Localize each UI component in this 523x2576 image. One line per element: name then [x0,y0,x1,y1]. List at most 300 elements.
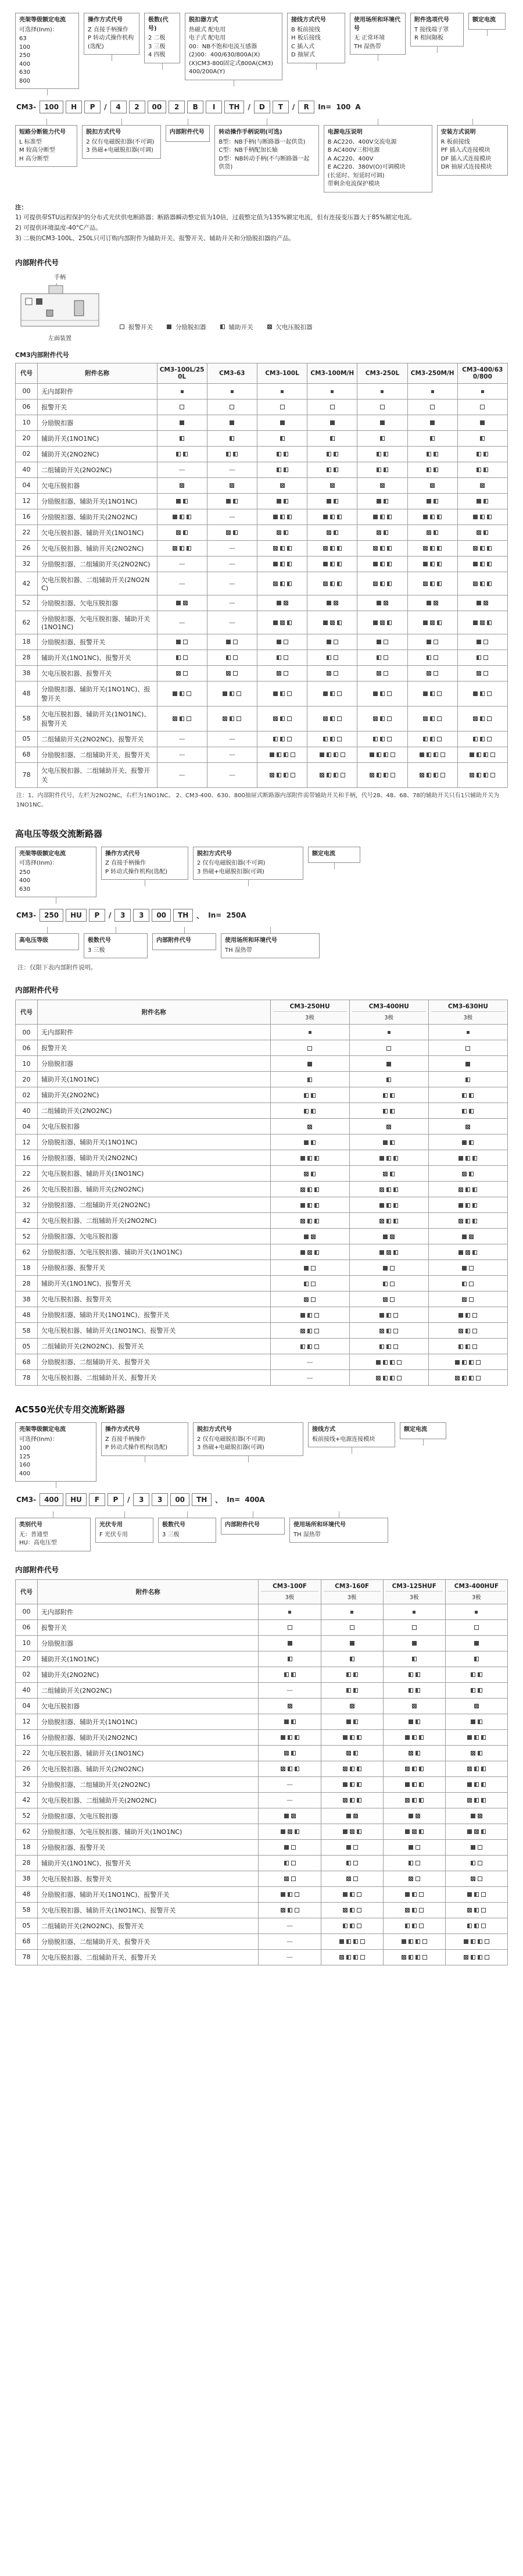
code-cell: 28 [16,1276,38,1291]
availability-cell [428,1213,507,1229]
availability-cell [357,525,407,540]
accessory-table [15,1000,508,1386]
code-cell: 04 [16,1119,38,1134]
accessory-table [15,1579,508,1965]
accessory-mark-aux [387,546,392,551]
availability-cell [307,415,357,430]
table-row [16,634,508,650]
code-cell: 62 [16,611,38,634]
accessory-mark-uv [323,546,328,551]
availability-cell [457,477,507,493]
accessory-mark-aux [291,1672,296,1677]
accessory-mark-aux [288,1908,292,1913]
accessory-mark-aux [419,1767,424,1771]
accessory-mark-aux [469,1140,474,1145]
accessory-mark-alarm [469,1266,474,1271]
accessory-mark-aux [343,1924,348,1928]
availability-cell [457,540,507,556]
accessory-mark-aux [415,1939,420,1944]
ordering-box-line: 3 三极 [148,43,166,50]
accessory-mark-shunt [380,420,385,425]
availability-cell [259,1729,321,1745]
accessory-mark-aux [330,737,335,741]
accessory-mark-aux [295,1767,299,1771]
accessory-mark-uv [334,601,338,605]
accessory-mark-aux [427,773,431,777]
ordering-box [221,933,320,958]
model-code-box: 2 [129,101,145,113]
code-cell: 42 [16,572,38,595]
accessory-mark-uv [343,1798,348,1803]
table-row [16,762,508,787]
table-row [16,1808,508,1824]
availability-cell [321,1761,383,1776]
model-code-box: D [254,101,270,113]
accessory-mark-aux [480,716,485,721]
accessory-mark-shunt [405,1829,410,1834]
accessory-mark-uv [330,620,335,625]
accessory-mark-alarm [485,1955,489,1960]
availability-cell [259,1635,321,1651]
model-code-box: P [84,101,101,113]
table1-wrap [15,363,508,788]
availability-cell [307,383,357,399]
availability-cell [407,509,457,525]
ordering-box-line: P 转动式操作机构(选配) [88,35,134,50]
accessory-mark-aux [423,737,428,741]
product-name: CM3-100F [273,1582,307,1590]
name-cell: 分励脱扣器、辅助开关(1NO1NC)、报警开关 [38,681,157,706]
table-row [16,731,508,747]
availability-cell [307,446,357,462]
accessory-mark-alarm [412,1625,417,1630]
availability-cell [407,706,457,731]
accessory-mark-uv [470,773,474,777]
accessory-mark-uv [383,1297,388,1302]
accessory-mark-aux [337,546,342,551]
accessory-mark-aux [288,1735,292,1740]
accessory-mark-aux [273,737,278,741]
accessory-mark-alarm [307,1046,312,1051]
availability-cell [383,1808,445,1824]
accessory-mark-aux [377,773,381,777]
availability-cell [357,430,407,446]
availability-cell [428,1339,507,1354]
accessory-mark-aux [437,581,442,586]
table-row [16,446,508,462]
accessory-mark-aux [472,1203,477,1208]
availability-cell [428,1182,507,1197]
ordering-box-title: 操作方式代号 [105,1426,140,1433]
accessory-mark-alarm [357,1908,361,1913]
accessory-mark-alarm [291,1876,296,1881]
availability-cell [259,1902,321,1918]
accessory-mark-uv [480,483,485,488]
name-cell: 分励脱扣器、辅助开关(2NO2NC) [38,1150,270,1166]
availability-cell [357,681,407,706]
ordering-box [437,125,508,176]
accessory-mark-uv [409,1876,413,1881]
accessory-mark-aux [477,452,481,456]
ordering-box-line: 3 三极 [88,947,105,954]
availability-cell [207,399,257,415]
accessory-mark-aux [353,1688,358,1693]
availability-cell [407,595,457,611]
accessory-mark-alarm [415,1861,420,1865]
code-cell: 05 [16,1918,38,1933]
accessory-mark-shunt [373,515,378,519]
model-text: CM3- [16,911,37,920]
accessory-mark-shunt [471,1814,475,1818]
table-row [16,1025,508,1040]
availability-cell [428,1197,507,1213]
accessory-mark-uv [280,620,285,625]
availability-cell [383,1918,445,1933]
name-cell: 欠电压脱扣器 [38,1119,270,1134]
table-row [16,1871,508,1886]
table-row [16,1213,508,1229]
name-cell: 二组辅助开关(2NO2NC)、报警开关 [38,731,157,747]
accessory-mark-shunt [327,499,331,504]
availability-cell: — [207,762,257,787]
ordering-box [350,13,406,55]
availability-cell [407,446,457,462]
availability-cell [257,650,307,665]
availability-cell [307,706,357,731]
accessory-mark-uv [339,1955,344,1960]
accessory-mark-shunt [373,691,378,696]
accessory-mark-alarm [469,1282,474,1286]
ordering-box-title: 内部附件代号 [156,937,191,944]
availability-cell [321,1808,383,1824]
availability-cell [157,430,207,446]
notes-label: 注： [15,204,27,211]
table-row [16,1134,508,1150]
ordering-box [185,13,282,80]
ordering-box-line: 2 二极 [148,35,166,41]
accessory-mark-dot [475,1611,478,1614]
name-cell: 欠电压脱扣器、二组辅助开关(2NO2NC) [38,1792,259,1808]
availability-cell [157,595,207,611]
product-name: CM3-63 [219,369,245,377]
availability-cell [383,1902,445,1918]
availability-cell [428,1354,507,1370]
accessory-mark-uv [173,546,177,551]
ordering-box-title: 内部附件代号 [225,1522,260,1529]
table1-note: 注：1、内部附件代号，左栏为2NO2NC，右栏为1NO1NC。 2、CM3-400、630、800抽屉式断路器内部附件需带辅助开关和手柄，代号28、48、68、78的辅助开关只有1只辅助开关为1NO1NC。 [16,792,500,808]
accessory-mark-aux [307,1078,312,1082]
handle-label: 手柄 [54,274,66,281]
name-cell: 分励脱扣器、欠电压脱扣器、辅助开关(1NO1NC) [38,1244,270,1260]
accessory-mark-aux [483,499,488,504]
model-code-box: 3 [133,1493,149,1506]
availability-cell: — [157,611,207,634]
accessory-mark-aux [379,1344,384,1349]
accessory-mark-alarm [476,1376,481,1380]
accessory-mark-shunt [471,1719,475,1724]
availability-cell [270,1025,349,1040]
accessory-mark-uv [304,1297,309,1302]
accessory-mark-shunt [304,1235,309,1239]
ordering-box-line: 无：普通型 [19,1531,48,1538]
accessory-mark-uv [346,1751,351,1756]
availability-cell [445,1667,507,1682]
accessory-mark-shunt [346,1719,351,1724]
accessory-mark-shunt [477,640,481,644]
ordering-notes [15,203,508,244]
legend-item [266,323,313,331]
accessory-mark-uv [477,530,481,535]
accessory-mark-aux [287,581,292,586]
availability-cell: — [259,1949,321,1965]
availability-cell [270,1229,349,1244]
code-cell: 18 [16,1839,38,1855]
code-cell: 00 [16,1025,38,1040]
accessory-mark-alarm [287,737,292,741]
availability-cell [383,1761,445,1776]
accessory-mark-aux [280,562,285,566]
name-cell: 报警开关 [38,1619,259,1635]
name-cell: 报警开关 [38,1040,270,1056]
ordering-box-title: 内部附件代号 [169,129,205,135]
accessory-mark-alarm [183,655,188,660]
accessory-mark-aux [430,546,435,551]
availability-cell [357,415,407,430]
accessory-mark-aux [380,515,385,519]
accessory-mark-aux [393,1187,398,1192]
code-cell: 10 [16,415,38,430]
availability-cell [257,399,307,415]
accessory-mark-aux [483,530,488,535]
product-header [383,1579,445,1604]
accessory-mark-dot [231,390,234,393]
name-cell: 欠电压脱扣器 [38,1698,259,1714]
legend-label: 报警开关 [128,323,153,331]
accessory-mark-aux [180,691,184,696]
pole-subheader: 3极 [386,1591,443,1601]
availability-cell [207,493,257,509]
accessory-mark-aux [377,752,381,757]
availability-cell [257,556,307,572]
accessory-mark-alarm [487,691,492,696]
accessory-mark-shunt [281,1735,285,1740]
accessory-mark-shunt [277,499,281,504]
availability-cell [445,1698,507,1714]
accessory-mark-uv [373,716,378,721]
availability-cell [349,1354,428,1370]
accessory-mark-alarm [380,405,385,409]
table-row [16,1667,508,1682]
ordering-box-title: 接线方式代号 [291,17,326,23]
accessory-mark-aux [415,1719,420,1724]
accessory-mark-alarm [490,773,495,777]
accessory-mark-alarm [384,640,388,644]
accessory-mark-aux [230,436,234,441]
availability-cell [307,747,357,762]
model-code-box: I [206,101,222,113]
accessory-mark-alarm [360,1955,365,1960]
accessory-mark-aux [350,1908,354,1913]
code-cell: 20 [16,1651,38,1667]
accessory-mark-aux [474,1798,479,1803]
ordering-box-subtitle: 可选择(Inm)： [19,1436,58,1443]
accessory-mark-aux [314,1250,319,1255]
accessory-mark-shunt [383,1235,388,1239]
accessory-mark-shunt [473,562,478,566]
accessory-mark-uv [423,581,428,586]
accessory-mark-shunt [458,1250,463,1255]
product-name: CM3-400HUF [454,1582,499,1590]
accessory-mark-aux [437,515,442,519]
accessory-mark-alarm [287,691,292,696]
availability-cell [349,1056,428,1072]
name-cell: 分励脱扣器、二组辅助开关(2NO2NC) [38,556,157,572]
accessory-mark-shunt [284,1845,289,1850]
accessory-mark-alarm [472,1313,477,1318]
accessory-mark-aux [346,1939,351,1944]
availability-cell [445,1776,507,1792]
availability-cell [357,731,407,747]
availability-cell [257,493,307,509]
availability-cell [407,383,457,399]
accessory-mark-aux [314,1187,319,1192]
accessory-mark-uv [471,1876,475,1881]
accessory-mark-aux [291,1719,296,1724]
availability-cell [307,556,357,572]
availability-cell [349,1307,428,1323]
product-header [357,363,407,383]
accessory-mark-aux [284,530,288,535]
accessory-mark-aux [176,452,181,456]
name-cell: 辅助开关(1NO1NC) [38,1651,259,1667]
code-cell: 06 [16,1040,38,1056]
accessory-mark-aux [346,1688,351,1693]
accessory-mark-shunt [477,499,481,504]
accessory-mark-aux [390,1360,395,1365]
accessory-mark-uv [327,671,331,676]
availability-cell [428,1072,507,1087]
code-cell: 78 [16,1370,38,1386]
model-text: CM3- [16,103,37,111]
availability-cell [321,1667,383,1682]
accessory-mark-dot [288,1611,291,1614]
accessory-mark-aux [480,436,485,441]
accessory-mark-shunt [180,420,184,425]
accessory-mark-aux [353,1955,358,1960]
model-code-box: HU [66,1493,87,1506]
accessory-mark-dot [413,1611,415,1614]
ordering-box-line: P 转动式操作机构(选配) [105,868,168,875]
name-cell: 分励脱扣器 [38,1635,259,1651]
accessory-mark-uv [427,671,431,676]
ordering-box-title: 脱扣方式代号 [197,1426,232,1433]
accessory-mark-shunt [377,601,381,605]
availability-cell [457,525,507,540]
accessory-mark-alarm [357,1924,361,1928]
name-cell: 分励脱扣器、辅助开关(1NO1NC) [38,1714,259,1729]
availability-cell [270,1150,349,1166]
accessory-mark-aux [357,1829,361,1834]
availability-cell [349,1213,428,1229]
ordering-box-line: 无 正常环境 [354,35,385,41]
availability-cell [457,762,507,787]
accessory-mark-alarm [353,1876,358,1881]
accessory-mark-uv [434,601,438,605]
accessory-mark-uv [300,1219,305,1223]
accessory-mark-alarm [419,1908,424,1913]
availability-cell [445,1714,507,1729]
pv-section-heading: AC550光伏专用交流断路器 [15,1404,125,1415]
accessory-mark-alarm [314,1344,319,1349]
model-designation-row [15,101,508,113]
accessory-mark-shunt [467,1829,472,1834]
accessory-mark-uv [379,1219,384,1223]
name-cell: 二组辅助开关(2NO2NC) [38,462,157,477]
accessory-mark-shunt [379,1313,384,1318]
code-cell: 26 [16,540,38,556]
accessory-mark-shunt [304,1266,309,1271]
accessory-mark-aux [474,1657,479,1661]
accessory-mark-aux [405,1924,410,1928]
accessory-mark-shunt [273,562,278,566]
ordering-box-title: 极数代号 [162,1522,185,1529]
pole-subheader: 3极 [273,1011,347,1021]
accessory-mark-aux [334,452,338,456]
availability-cell [407,415,457,430]
availability-cell [457,747,507,762]
availability-cell [457,446,507,462]
accessory-mark-aux [480,546,485,551]
table-row [16,1604,508,1619]
name-cell: 分励脱扣器、欠电压脱扣器、辅助开关(1NO1NC) [38,611,157,634]
availability-cell [270,1339,349,1354]
availability-cell [349,1025,428,1040]
accessory-mark-aux [412,1657,417,1661]
accessory-mark-aux [409,1955,413,1960]
accessory-mark-shunt [386,1062,391,1066]
accessory-mark-uv [480,620,485,625]
model-text: 250A [226,911,246,920]
accessory-mark-alarm [334,671,338,676]
accessory-mark-uv [284,1751,289,1756]
table-row [16,747,508,762]
accessory-mark-aux [307,1187,312,1192]
accessory-mark-aux [427,655,431,660]
accessory-mark-uv [415,1814,420,1818]
name-cell: 二组辅助开关(2NO2NC)、报警开关 [38,1918,259,1933]
accessory-mark-aux [180,436,184,441]
accessory-mark-aux [288,1767,292,1771]
accessory-mark-aux [483,752,488,757]
availability-cell: — [207,556,257,572]
model-text: / [292,103,295,111]
ordering-box-line: B AC400V三相电源 [327,147,380,154]
accessory-mark-shunt [467,1782,472,1787]
accessory-mark-aux [280,515,285,519]
availability-cell: — [157,462,207,477]
ordering-box-line: 2 仅有电磁脱扣器(不可调) [86,138,155,145]
accessory-mark-aux [280,436,285,441]
code-cell: 12 [16,493,38,509]
accessory-mark-shunt [284,1719,289,1724]
accessory-mark-shunt [370,752,374,757]
accessory-mark-uv [462,1172,467,1176]
ordering-box-line: 2 仅有电磁脱扣器(不可调) [197,860,266,867]
availability-cell [383,1635,445,1651]
model-text: / [104,103,107,111]
accessory-mark-uv [350,1704,354,1708]
availability-cell [321,1776,383,1792]
